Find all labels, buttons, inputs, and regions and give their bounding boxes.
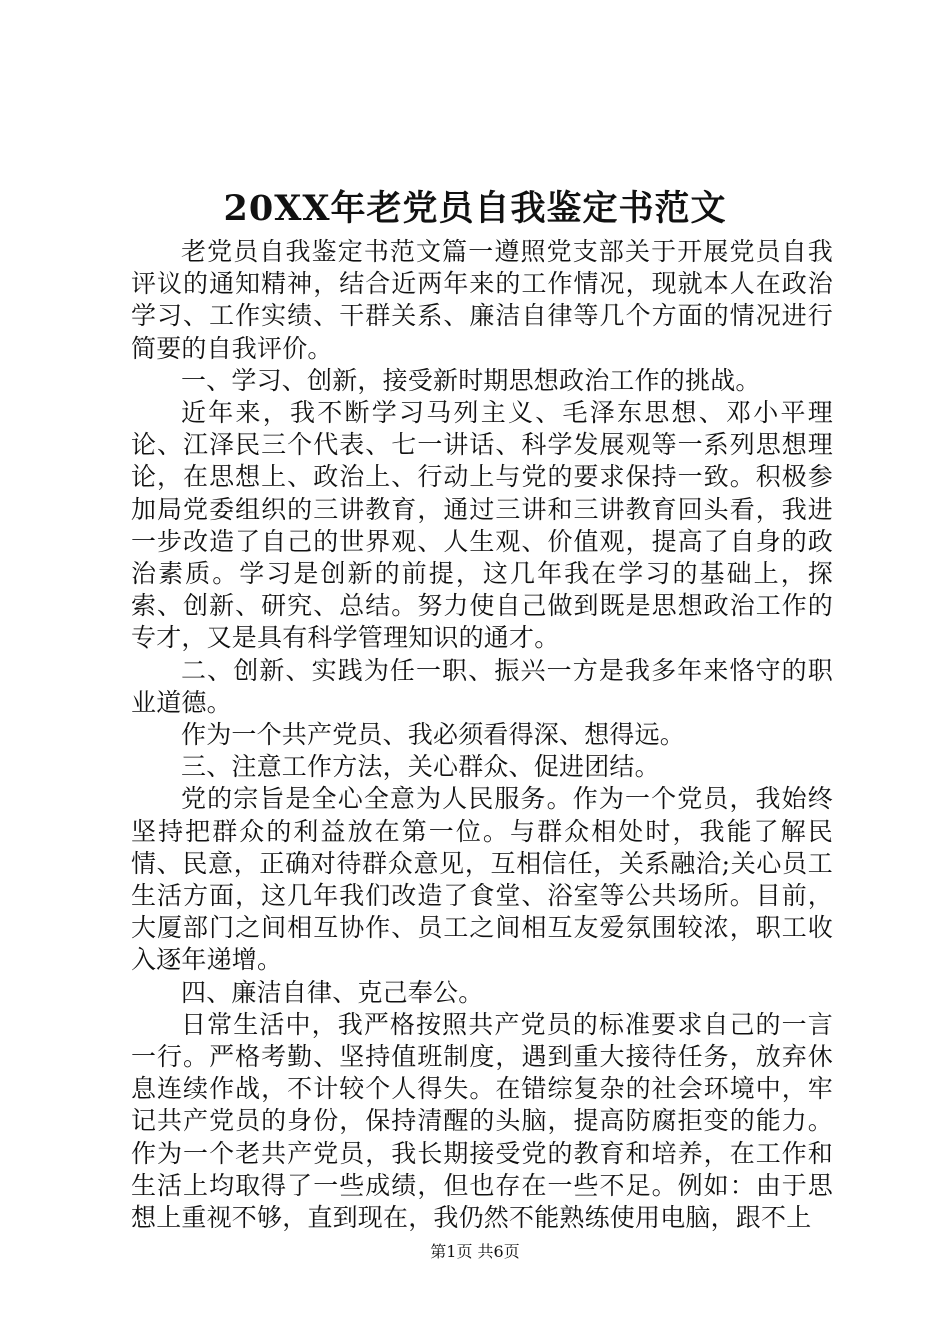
paragraph-section-3-body: 党的宗旨是全心全意为人民服务。作为一个党员，我始终坚持把群众的利益放在第一位。与群众相处时，我能了解民情、民意，正确对待群众意见，互相信任，关系融洽;关心员工生活方面，这几年我们改造了食堂、浴室等公共场所。目前，大厦部门之间相互协作、员工之间相互友爱氛围较浓，职工收入逐年递增。 (131, 784, 833, 975)
paragraph-section-2-heading: 二、创新、实践为任一职、振兴一方是我多年来恪守的职业道德。 (131, 655, 833, 717)
document-title: 20XX年老党员自我鉴定书范文 (223, 188, 727, 229)
paragraph-intro: 老党员自我鉴定书范文篇一遵照党支部关于开展党员自我评议的通知精神，结合近两年来的工作情况，现就本人在政治学习、工作实绩、干群关系、廉洁自律等几个方面的情况进行简要的自我评价。 (131, 237, 833, 363)
document-body (131, 236, 833, 1234)
paragraph-section-3-heading: 三、注意工作方法，关心群众、促进团结。 (181, 752, 660, 782)
paragraph-section-4-heading: 四、廉洁自律、克己奉公。 (181, 977, 484, 1007)
page-number-footer: 第1页 共6页 (430, 1242, 520, 1261)
paragraph-section-2-body: 作为一个共产党员、我必须看得深、想得远。 (181, 720, 686, 750)
paragraph-section-1-body: 近年来，我不断学习马列主义、毛泽东思想、邓小平理论、江泽民三个代表、七一讲话、科学发展观等一系列思想理论，在思想上、政治上、行动上与党的要求保持一致。积极参加局党委组织的三讲教育，通过三讲和三讲教育回头看，我进一步改造了自己的世界观、人生观、价值观，提高了自身的政治素质。学习是创新的前提，这几年我在学习的基础上，探索、创新、研究、总结。努力使自己做到既是思想政治工作的专才，又是具有科学管理知识的通才。 (131, 398, 833, 653)
paragraph-section-4-body: 日常生活中，我严格按照共产党员的标准要求自己的一言一行。严格考勤、坚持值班制度，遇到重大接待任务，放弃休息连续作战，不计较个人得失。在错综复杂的社会环境中，牢记共产党员的身份，保持清醒的头脑，提高防腐拒变的能力。作为一个老共产党员，我长期接受党的教育和培养，在工作和生活上均取得了一些成绩，但也存在一些不足。例如：由于思想上重视不够，直到现在，我仍然不能熟练使用电脑，跟不上 (131, 1009, 833, 1233)
paragraph-section-1-heading: 一、学习、创新，接受新时期思想政治工作的挑战。 (181, 365, 761, 395)
